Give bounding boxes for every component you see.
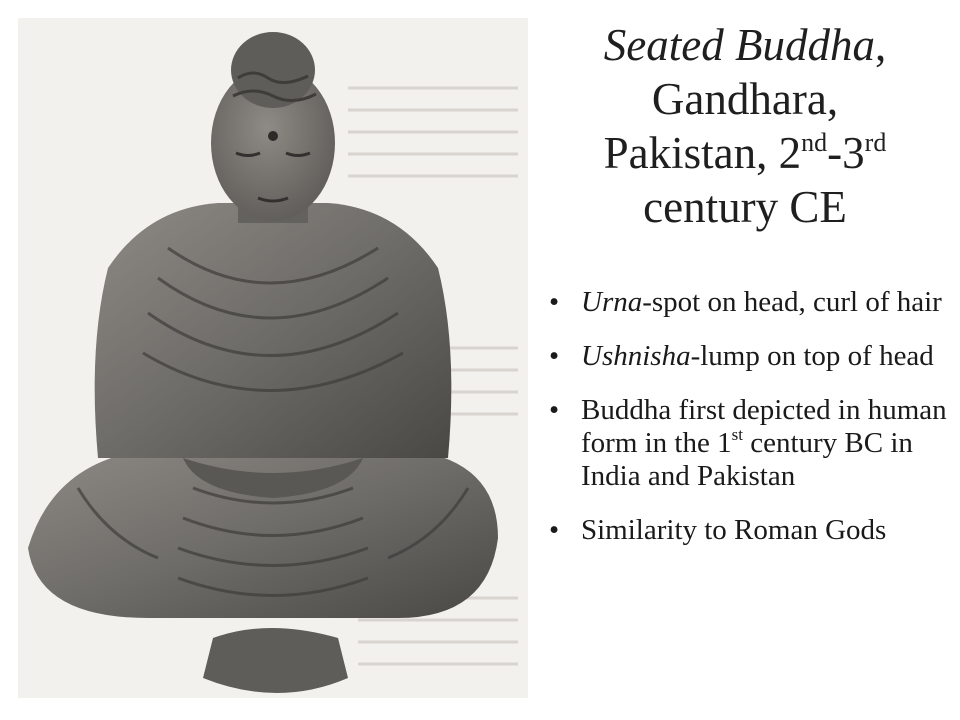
title-line-3a: Pakistan, 2 (603, 128, 802, 178)
slide-title (545, 18, 945, 234)
bullet-sup-st: st (731, 425, 743, 444)
bullet-text: -lump on top of head (690, 340, 934, 372)
bullet-text: century BC in India and Pakistan (581, 427, 913, 492)
title-line-3 (545, 126, 945, 180)
title-line-3b: -3 (827, 128, 865, 178)
bullet-list (545, 286, 950, 568)
bullet-term: Urna (581, 286, 643, 318)
bullet-text: Buddha first depicted in human form in the 1 (581, 394, 947, 459)
bullet-text: -spot on head, curl of hair (642, 286, 942, 318)
title-line-1 (545, 18, 945, 72)
robe (95, 203, 452, 458)
title-line-2: Gandhara, (651, 74, 839, 124)
bullet-item-urna (545, 286, 950, 319)
urna-spot (268, 131, 278, 141)
bullet-item-human-form (545, 394, 950, 493)
title-sup-rd: rd (864, 128, 887, 157)
title-comma: , (874, 20, 887, 70)
bullet-text: Similarity to Roman Gods (581, 514, 887, 546)
buddha-photo (18, 18, 528, 698)
title-italic: Seated Buddha (603, 20, 875, 70)
buddha-sculpture-image (18, 18, 528, 698)
title-line-4: century CE (643, 182, 847, 232)
bullet-term: Ushnisha (581, 340, 691, 372)
title-sup-nd: nd (801, 128, 828, 157)
pedestal (203, 628, 348, 693)
bullet-item-roman-gods (545, 514, 950, 547)
bullet-item-ushnisha (545, 340, 950, 373)
